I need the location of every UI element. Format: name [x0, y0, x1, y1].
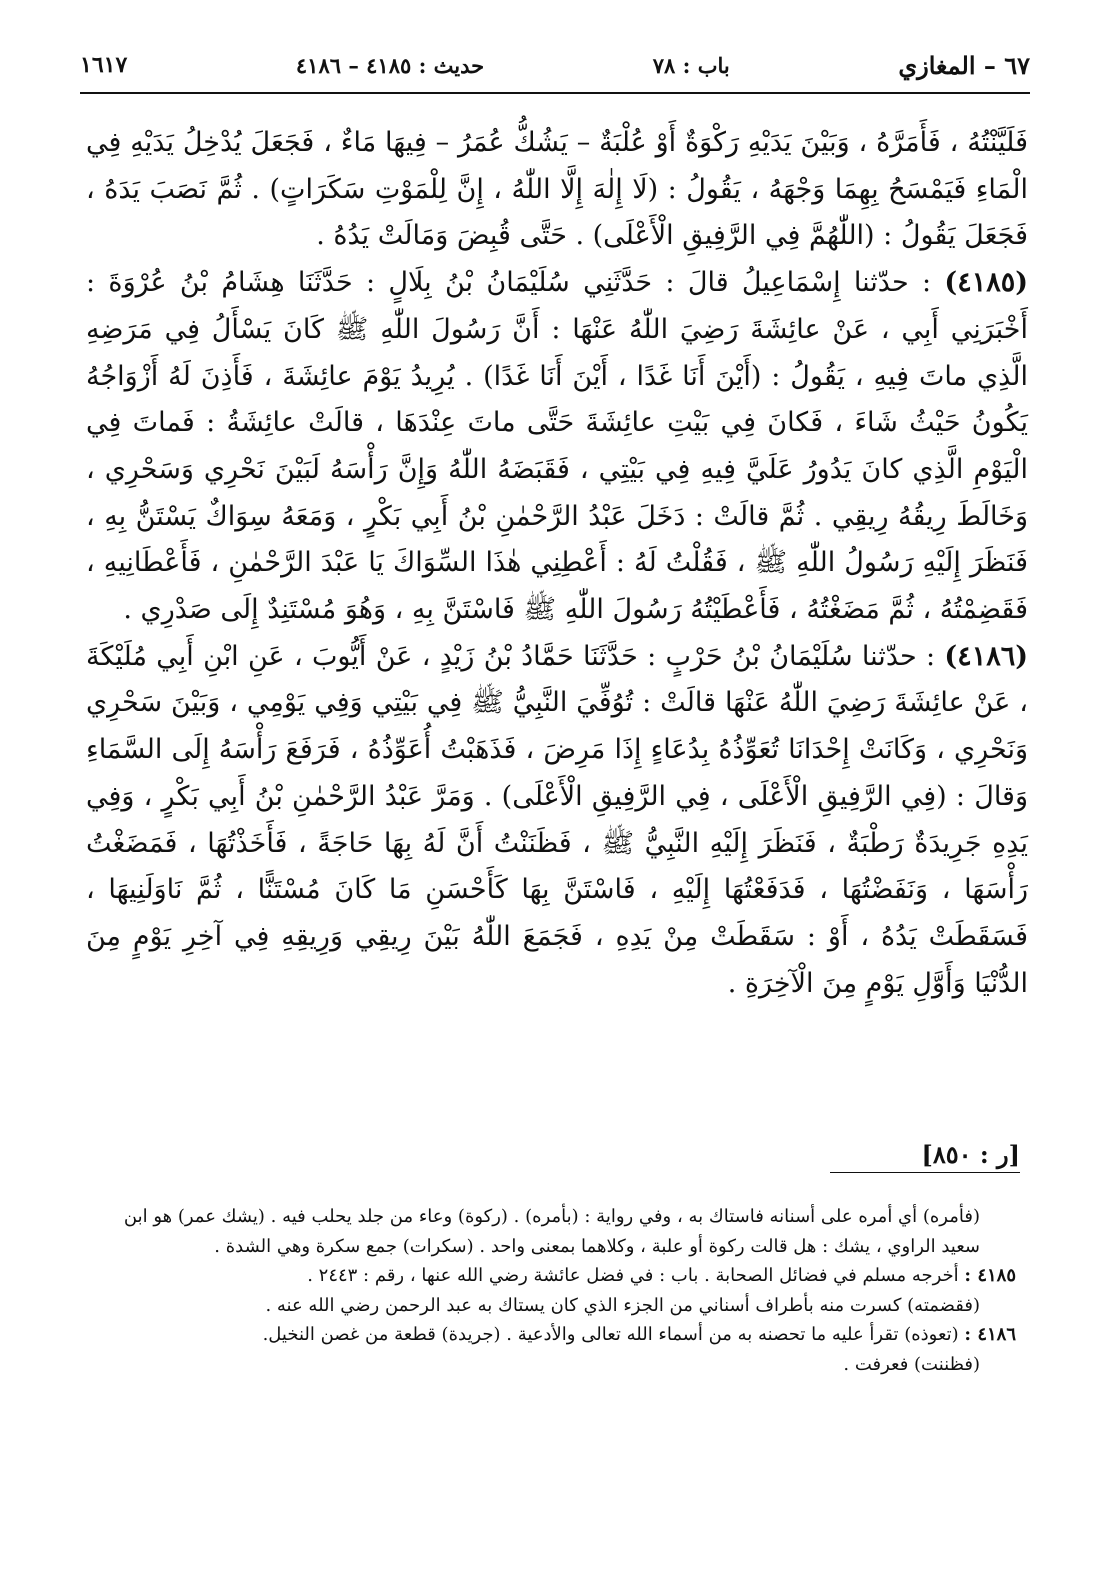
paragraph-continuation: فَلَيَّنْتُهُ ، فَأَمَرَّهُ ، وَبَيْنَ يَدَيْهِ رَكْوَةٌ أَوْ عُلْبَةٌ – يَشُكُّ عُمَرُ – فِيهَا مَاءٌ ، فَجَعَلَ يُدْخِلُ يَدَيْهِ فِي الْمَاءِ فَيَمْسَحُ بِهِمَا وَجْهَهُ ، يَقُولُ : (لَا إِلٰهَ إِلَّا اللّٰهُ ، إِنَّ لِلْمَوْتِ سَكَرَاتٍ) . ثُمَّ نَصَبَ يَدَهُ ، فَجَعَلَ يَقُولُ : (اللّٰهُمَّ فِي الرَّفِيقِ الْأَعْلَى) . حَتَّى قُبِضَ وَمَالَتْ يَدُهُ .: [86, 127, 1028, 252]
footnote-number: ٤١٨٥ :: [964, 1265, 1016, 1287]
bab-number: باب : ٧٨: [652, 52, 730, 78]
footnote-4185: [86, 1261, 1016, 1291]
footnote: (فقضمته) كسرت منه بأطراف أسناني من الجزء الذي كان يستاك به عبد الرحمن رضي الله عنه .: [265, 1294, 980, 1316]
hadith-4185: [86, 260, 1028, 634]
footnote: (فظننت) فعرفت .: [843, 1353, 980, 1375]
page-number: ١٦١٧: [80, 52, 128, 78]
hadith-text: : حدّثنا إِسْمَاعِيلُ قالَ : حَدَّثَنِي سُلَيْمَانُ بْنُ بِلَالٍ : حَدَّثَنَا هِشَامُ بْنُ عُرْوَةَ : أَخْبَرَنِي أَبِي ، عَنْ عائِشَةَ رَضِيَ اللّٰهُ عَنْهَا : أَنَّ رَسُولَ اللّٰهِ ﷺ كَانَ يَسْأَلُ فِي مَرَضِهِ الَّذِي ماتَ فِيهِ ، يَقُولُ : (أَيْنَ أَنَا غَدًا ، أَيْنَ أَنَا غَدًا) . يُرِيدُ يَوْمَ عائِشَةَ ، فَأَذِنَ لَهُ أَزْوَاجُهُ يَكُونُ حَيْثُ شَاءَ ، فَكانَ فِي بَيْتِ عائِشَةَ حَتَّى ماتَ عِنْدَهَا ، قالَتْ عائِشَةُ : فَماتَ فِي الْيَوْمِ الَّذِي كانَ يَدُورُ عَلَيَّ فِيهِ فِي بَيْتِي ، فَقَبَضَهُ اللّٰهُ وَإِنَّ رَأْسَهُ لَبَيْنَ نَحْرِي وَسَحْرِي ، وَخَالَطَ رِيقُهُ رِيقِي . ثُمَّ قالَتْ : دَخَلَ عَبْدُ الرَّحْمٰنِ بْنُ أَبِي بَكْرٍ ، وَمَعَهُ سِوَاكٌ يَسْتَنُّ بِهِ ، فَنَظَرَ إِلَيْهِ رَسُولُ اللّٰهِ ﷺ ، فَقُلْتُ لَهُ : أَعْطِنِي هٰذَا السِّوَاكَ يَا عَبْدَ الرَّحْمٰنِ ، فَأَعْطَانِيهِ ، فَقَضِمْتُهُ ، ثُمَّ مَضَغْتُهُ ، فَأَعْطَيْتُهُ رَسُولَ اللّٰهِ ﷺ فَاسْتَنَّ بِهِ ، وَهُوَ مُسْتَنِدٌ إِلَى صَدْرِي .: [86, 267, 1028, 626]
footnotes: [86, 1202, 1016, 1380]
hadith-4186: [86, 634, 1028, 1008]
running-header: [80, 40, 1030, 90]
chapter-title: ٦٧ – المغازي: [898, 50, 1030, 80]
footnote-text: (تعوذه) تقرأ عليه ما تحصنه به من أسماء الله تعالى والأدعية . (جريدة) قطعة من غصن النخيل.: [262, 1324, 965, 1346]
footnote-text: أخرجه مسلم في فضائل الصحابة . باب : في فضل عائشة رضي الله عنها ، رقم : ٢٤٤٣ .: [307, 1265, 965, 1287]
hadith-text: : حدّثنا سُلَيْمَانُ بْنُ حَرْبٍ : حَدَّثَنَا حَمَّادُ بْنُ زَيْدٍ ، عَنْ أَيُّوبَ ، عَنِ ابْنِ أَبِي مُلَيْكَةَ ، عَنْ عائِشَةَ رَضِيَ اللّٰهُ عَنْهَا قالَتْ : تُوُفِّيَ النَّبِيُّ ﷺ فِي بَيْتِي وَفِي يَوْمِي ، وَبَيْنَ سَحْرِي وَنَحْرِي ، وَكَانَتْ إِحْدَانَا تُعَوِّذُهُ بِدُعَاءٍ إِذَا مَرِضَ ، فَذَهَبْتُ أُعَوِّذُهُ ، فَرَفَعَ رَأْسَهُ إِلَى السَّمَاءِ وَقالَ : (فِي الرَّفِيقِ الْأَعْلَى ، فِي الرَّفِيقِ الْأَعْلَى) . وَمَرَّ عَبْدُ الرَّحْمٰنِ بْنُ أَبِي بَكْرٍ ، وَفِي يَدِهِ جَرِيدَةٌ رَطْبَةٌ ، فَنَظَرَ إِلَيْهِ النَّبِيُّ ﷺ ، فَظَنَنْتُ أَنَّ لَهُ بِهَا حَاجَةً ، فَأَخَذْتُهَا ، فَمَضَغْتُ رَأْسَهَا ، وَنَفَضْتُهَا ، فَدَفَعْتُهَا إِلَيْهِ ، فَاسْتَنَّ بِهَا كَأَحْسَنِ مَا كَانَ مُسْتَنًّا ، ثُمَّ نَاوَلَنِيهَا ، فَسَقَطَتْ يَدُهُ ، أَوْ : سَقَطَتْ مِنْ يَدِهِ ، فَجَمَعَ اللّٰهُ بَيْنَ رِيقِي وَرِيقِهِ فِي آخِرِ يَوْمٍ مِنَ الدُّنْيَا وَأَوَّلِ يَوْمٍ مِنَ الْآخِرَةِ .: [86, 640, 1028, 999]
footnote: (فأمره) أي أمره على أسنانه فاستاك به ، وفي رواية : (بأمره) . (ركوة) وعاء من جلد يحلب فيه . (يشك عمر) هو ابن سعيد الراوي ، يشك : هل قالت ركوة أو علبة ، وكلاهما بمعنى واحد . (سكرات) جمع سكرة وهي الشدة .: [123, 1206, 980, 1257]
main-text: [86, 120, 1028, 1007]
cross-reference: [ر : ٨٥٠]: [830, 1138, 1020, 1173]
footnote-number: ٤١٨٦ :: [964, 1324, 1016, 1346]
footnote-4186: [86, 1320, 1016, 1350]
header-rule: [80, 92, 1030, 94]
hadith-number: (٤١٨٥): [944, 267, 1028, 299]
hadith-range: حديث : ٤١٨٥ – ٤١٨٦: [295, 52, 485, 78]
hadith-number: (٤١٨٦): [944, 640, 1028, 672]
